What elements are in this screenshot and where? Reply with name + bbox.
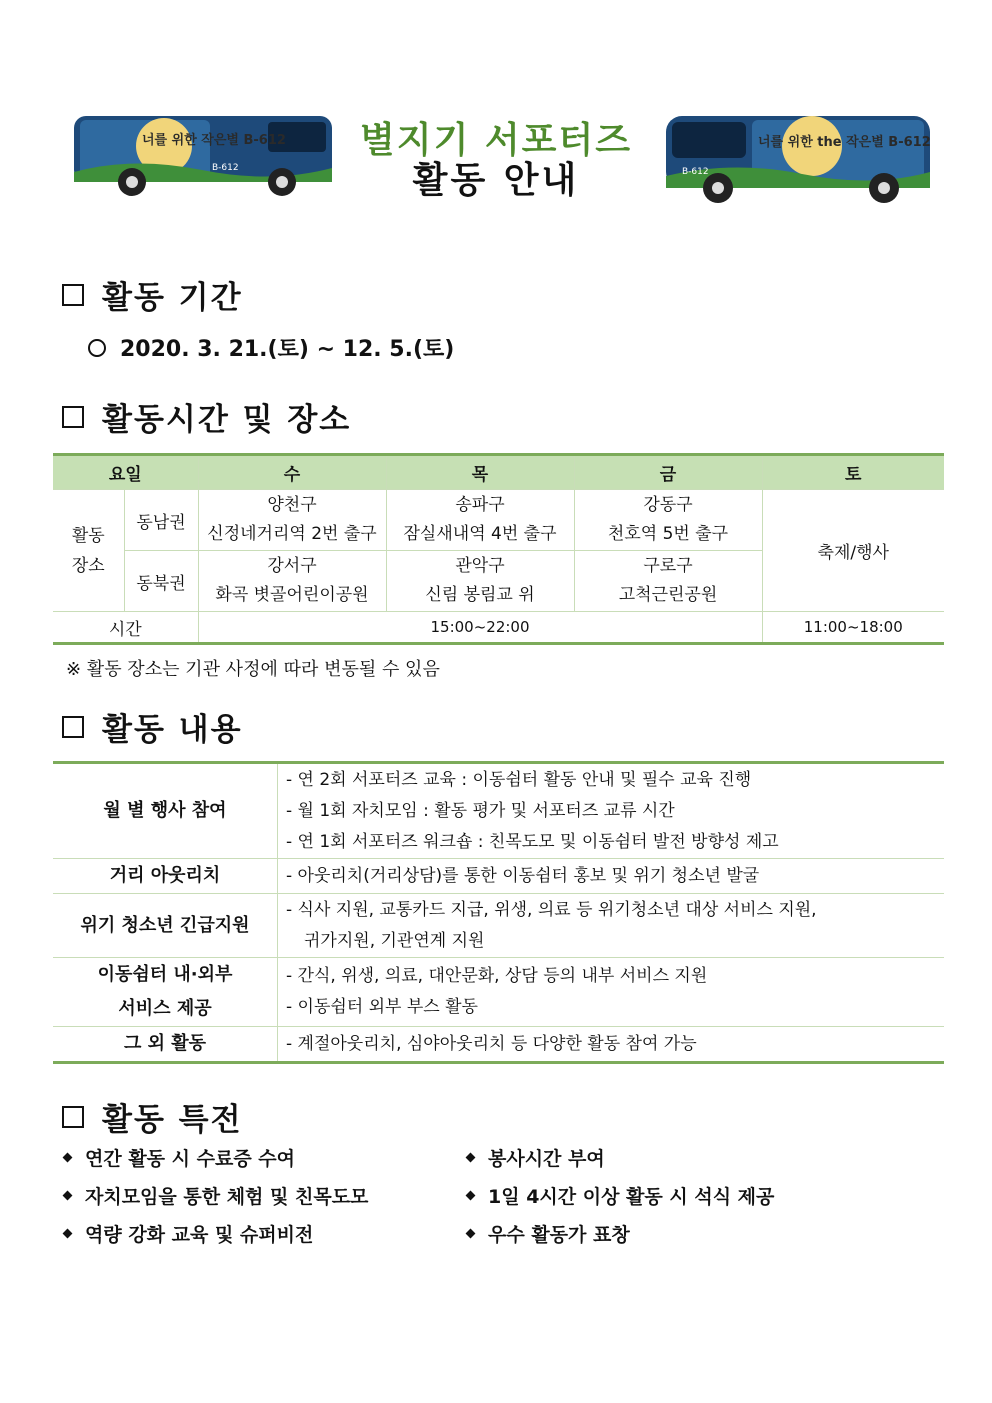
content-desc: - 연 2회 서포터즈 교육 : 이동쉼터 활동 안내 및 필수 교육 진행 - 월 1회 자치모임 : 활동 평가 및 서포터즈 교류 시간 - 연 1회 서포터즈 워크숍 : 친목도모 및 이동쉼터 발전 방향성 제고 <box>278 763 945 859</box>
activity-content-table <box>53 761 944 1064</box>
place-cell: 강동구 천호역 5번 출구 <box>574 490 762 551</box>
time-label: 시간 <box>53 612 198 644</box>
section-heading-content <box>62 704 243 749</box>
place-cell: 양천구 신정네거리역 2번 출구 <box>198 490 386 551</box>
checkbox-square-icon <box>62 1106 84 1128</box>
schedule-header-row <box>53 455 944 490</box>
content-label: 거리 아웃리치 <box>53 859 278 894</box>
diamond-bullet-icon <box>63 1229 73 1239</box>
schedule-row-southeast <box>53 490 944 551</box>
diamond-bullet-icon <box>466 1191 476 1201</box>
schedule-head-day: 요일 <box>53 455 198 490</box>
place-cell: 구로구 고척근린공원 <box>574 551 762 612</box>
time-saturday: 11:00~18:00 <box>762 612 944 644</box>
checkbox-square-icon <box>62 406 84 428</box>
content-label: 위기 청소년 긴급지원 <box>53 894 278 958</box>
place-cell: 강서구 화곡 볏골어린이공원 <box>198 551 386 612</box>
section-heading-perks <box>62 1094 243 1139</box>
perk-item: 우수 활동가 표창 <box>467 1220 630 1247</box>
section-heading-time-place <box>62 394 351 439</box>
section-heading-content-text: 활동 내용 <box>102 712 243 748</box>
checkbox-square-icon <box>62 284 84 306</box>
place-label: 활동 장소 <box>53 490 124 612</box>
section-heading-time-place-text: 활동시간 및 장소 <box>102 402 352 438</box>
perk-item: 역량 강화 교육 및 슈퍼비전 <box>64 1220 313 1247</box>
schedule-head-fri: 금 <box>574 455 762 490</box>
content-row <box>53 763 944 859</box>
content-label: 그 외 활동 <box>53 1027 278 1063</box>
place-cell: 관악구 신림 봉림교 위 <box>386 551 574 612</box>
diamond-bullet-icon <box>63 1191 73 1201</box>
perk-item: 1일 4시간 이상 활동 시 석식 제공 <box>467 1182 774 1209</box>
checkbox-square-icon <box>62 716 84 738</box>
schedule-head-wed: 수 <box>198 455 386 490</box>
content-desc: - 간식, 위생, 의료, 대안문화, 상담 등의 내부 서비스 지원 - 이동쉼터 외부 부스 활동 <box>278 958 945 1027</box>
content-row <box>53 1027 944 1063</box>
region-southeast: 동남권 <box>124 490 198 551</box>
bus-right-illustration <box>662 112 934 204</box>
time-weekday: 15:00~22:00 <box>198 612 762 644</box>
page-title-line1: 별지기 서포터즈 <box>360 120 632 161</box>
content-label: 이동쉼터 내·외부 서비스 제공 <box>53 958 278 1027</box>
diamond-bullet-icon <box>63 1153 73 1163</box>
content-row <box>53 894 944 958</box>
content-row <box>53 859 944 894</box>
region-northeast: 동북권 <box>124 551 198 612</box>
schedule-head-sat: 토 <box>762 455 944 490</box>
perk-item: 봉사시간 부여 <box>467 1144 605 1171</box>
section-heading-period-text: 활동 기간 <box>102 280 243 316</box>
period-line <box>88 332 454 363</box>
content-row <box>53 958 944 1027</box>
bus-right-logo-text: 너를 위한 the 작은별 B-612 <box>758 135 931 150</box>
bus-right-plate: B-612 <box>682 167 709 177</box>
content-label: 월 별 행사 참여 <box>53 763 278 859</box>
schedule-head-thu: 목 <box>386 455 574 490</box>
perk-item: 연간 활동 시 수료증 수여 <box>64 1144 295 1171</box>
saturday-event-cell: 축제/행사 <box>762 490 944 612</box>
content-desc: - 식사 지원, 교통카드 지급, 위생, 의료 등 위기청소년 대상 서비스 지원, 귀가지원, 기관연계 지원 <box>278 894 945 958</box>
content-desc: - 계절아웃리치, 심야아웃리치 등 다양한 활동 참여 가능 <box>278 1027 945 1063</box>
period-value: 2020. 3. 21.(토) ~ 12. 5.(토) <box>120 337 455 362</box>
diamond-bullet-icon <box>466 1153 476 1163</box>
bus-left-logo-text: 너를 위한 작은별 B-612 <box>142 133 286 148</box>
bus-left-illustration <box>72 112 336 198</box>
diamond-bullet-icon <box>466 1229 476 1239</box>
section-heading-perks-text: 활동 특전 <box>102 1102 243 1138</box>
schedule-row-time <box>53 612 944 644</box>
perk-item: 자치모임을 통한 체험 및 친목도모 <box>64 1182 368 1209</box>
place-change-note: ※ 활동 장소는 기관 사정에 따라 변동될 수 있음 <box>66 659 440 680</box>
content-desc: - 아웃리치(거리상담)를 통한 이동쉼터 홍보 및 위기 청소년 발굴 <box>278 859 945 894</box>
bus-left-plate: B-612 <box>212 163 239 173</box>
place-cell: 송파구 잠실새내역 4번 출구 <box>386 490 574 551</box>
schedule-table <box>53 453 944 645</box>
circle-bullet-icon <box>88 339 106 357</box>
section-heading-period <box>62 272 243 317</box>
page-title-line2: 활동 안내 <box>412 160 580 201</box>
